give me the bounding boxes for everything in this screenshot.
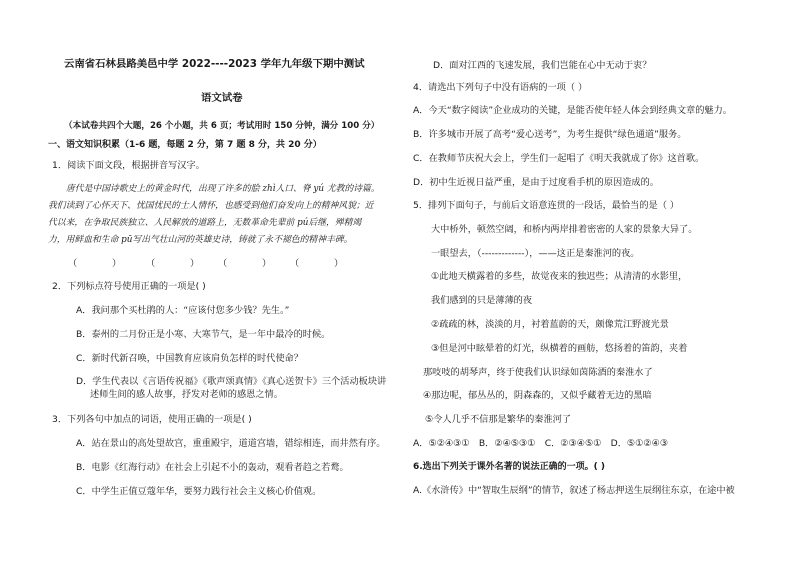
option-b: B．许多城市开展了高考“爱心送考”，为考生提供“绿色通道”服务。 <box>413 129 687 140</box>
passage-line: 唐代是中国诗歌史上的黄金时代，出现了许多的脍 zhì人口、脊 yú 尤教的诗篇。 <box>66 184 380 194</box>
answer-blank-close: ） <box>334 258 344 269</box>
option-a: A．站在景山的高处望故宫，重重殿宇，道道宫墙，错综相连，而井然有序。 <box>76 438 386 449</box>
question-5: 5．排列下面句子，与前后文语意连贯的一段话，最恰当的是（ ） <box>413 200 680 211</box>
passage-line: 我们感到的只是薄薄的夜 <box>431 295 533 306</box>
option-d: D．面对江西的飞速发展，我们岂能在心中无动于衷？ <box>433 60 652 71</box>
exam-notice: （本试卷共四个大题，26 个小题，共 6 页；考试用时 150 分钟，满分 100 分） <box>64 121 380 131</box>
passage-line: ①此地天横露着的多些，故觉夜来的独迟些；从清清的水影里， <box>431 271 688 282</box>
exam-title: 云南省石林县路美邑中学 2022----2023 学年九年级下期中测试 <box>64 58 365 70</box>
question-2: 2．下列标点符号使用正确的一项是( ) <box>52 281 206 292</box>
passage-line: ③但是河中眩晕着的灯光，纵横着的画舫，悠扬着的笛韵，夹着 <box>431 343 688 354</box>
passage-line: ④那边呢，郁丛丛的，阴森森的，又似乎藏着无边的黑暗 <box>423 390 652 401</box>
option-d: D．初中生近视日益严重，是由于过度看手机的原因造成的。 <box>413 177 659 188</box>
answer-blank-close: ） <box>190 258 200 269</box>
option-b: B．泰州的二月份正是小寒、大寒节气，是一年中最冷的时候。 <box>76 329 331 340</box>
option-c: C．中学生正值豆蔻年华，要努力践行社会主义核心价值观。 <box>76 486 322 497</box>
passage-line: 力，用鲜血和生命 pū写出气壮山河的英雄史诗，铸就了永不褪色的精神丰碑。 <box>48 235 353 245</box>
right-column <box>397 0 794 561</box>
answer-blank-close: ） <box>112 258 122 269</box>
passage-line: 一眼望去，（-------------），——这正是秦淮河的夜。 <box>431 248 640 259</box>
exam-subtitle: 语文试卷 <box>201 92 243 104</box>
option-d-cont: 述师生间的感人故事，抒发对老师的感恩之情。 <box>90 389 283 400</box>
section-heading: 一、语文知识积累（1-6 题，每题 2 分，第 7 题 8 分，共 20 分） <box>48 140 322 150</box>
option-a: A．今天“数字阅读”企业成功的关键，是能否使年轻人体会到经典文章的魅力。 <box>413 105 732 116</box>
option-d: D．学生代表以《言语传祝福》《歌声颂真情》《真心送贺卡》三个活动板块讲 <box>76 376 387 387</box>
passage-line: 代以来，在争取民族独立、人民解放的道路上，无数革命先辈前 pú后继，殚精竭 <box>48 218 362 228</box>
option-c: C．新时代新召唤，中国教育应该肩负怎样的时代使命？ <box>76 353 303 364</box>
answer-blank-open: （ <box>218 258 228 269</box>
passage-line: 我们读到了心怀天下、忧国忧民的士人情怀，也感受到他们奋发向上的精神风貌；近 <box>48 201 374 211</box>
passage-line: 那吱吱的胡琴声，终于使我们认识绿如茵陈酒的秦淮水了 <box>423 367 653 378</box>
question-3: 3．下列各句中加点的词语，使用正确的一项是( ) <box>52 414 252 425</box>
passage-line: ②疏疏的林，淡淡的月，衬着蓝蔚的天，颇像荒江野渡光景 <box>431 319 669 330</box>
question-6: 6.选出下列关于课外名著的说法正确的一项。( ) <box>413 462 606 472</box>
answer-options: A．⑤②④③① B．②④⑤③① C．②③④⑤① D．⑤①②④③ <box>413 438 669 449</box>
question-4: 4．请选出下列句子中没有语病的一项（ ） <box>413 82 588 93</box>
answer-blank-open: （ <box>290 258 300 269</box>
option-c: C．在教师节庆祝大会上，学生们一起唱了《明天我就成了你》这首歌。 <box>413 153 705 164</box>
option-b: B．电影《红海行动》在社会上引起不小的轰动，观看者趋之若鹜。 <box>76 462 349 473</box>
option-a: A．我问那个买杜鹃的人：“应该付您多少钱？先生。” <box>76 305 290 316</box>
question-1: 1．阅读下面文段，根据拼音写汉字。 <box>52 160 205 171</box>
passage-line: 大中桥外，顿然空阔，和桥内两岸排着密密的人家的景象大异了。 <box>431 224 698 235</box>
answer-blank-open: （ <box>146 258 156 269</box>
answer-blank-close: ） <box>262 258 272 269</box>
option-a: A.《水浒传》中“智取生辰纲”的情节，叙述了杨志押送生辰纲往东京，在途中被 <box>413 485 735 496</box>
answer-blank-open: （ <box>68 258 78 269</box>
passage-line: ⑤令人几乎不信那是繁华的秦淮河了 <box>425 414 572 425</box>
